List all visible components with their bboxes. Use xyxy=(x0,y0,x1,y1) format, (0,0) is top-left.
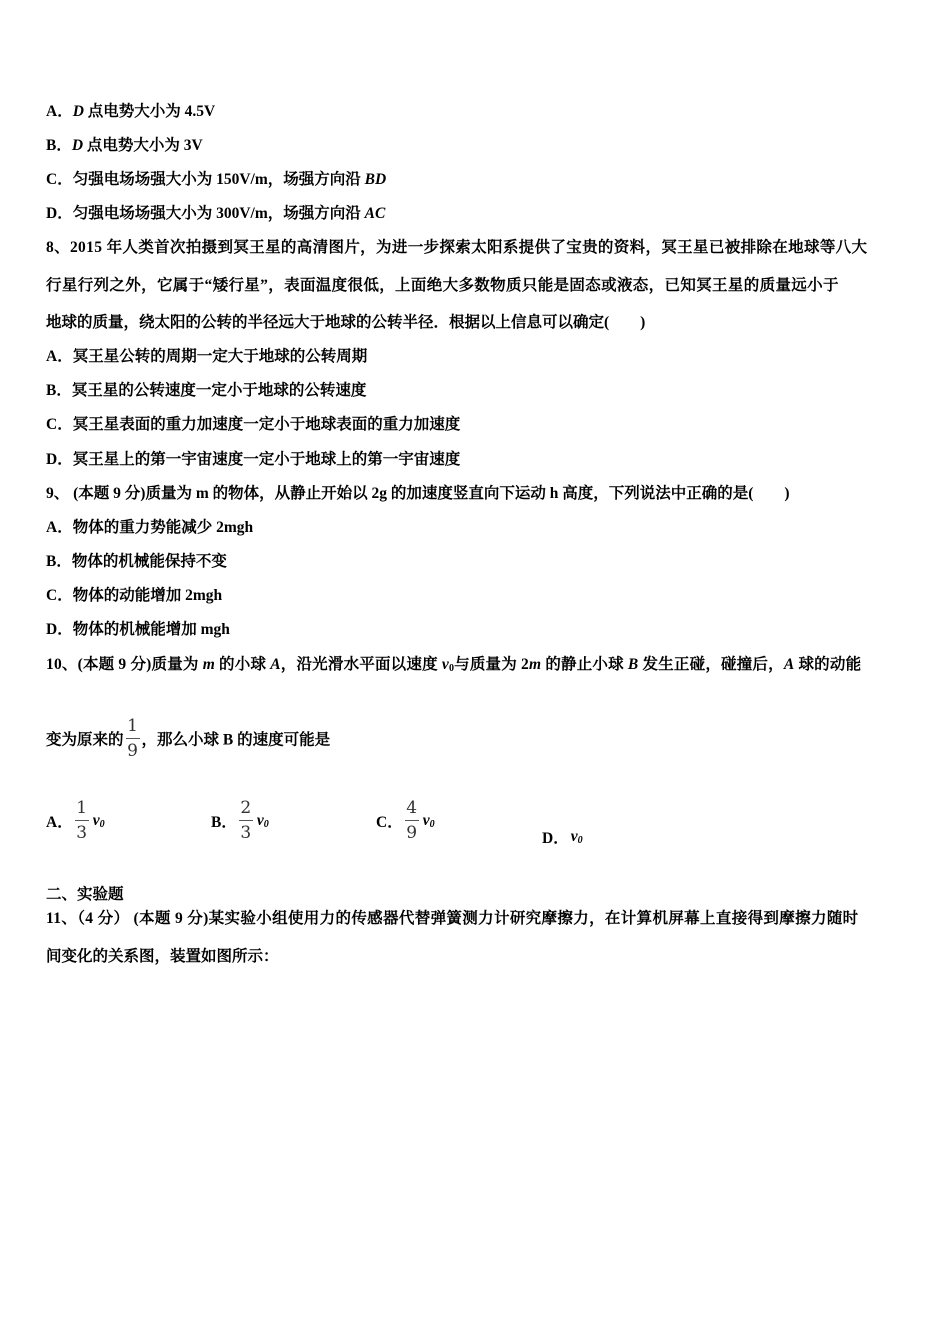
q9-option-b: B．物体的机械能保持不变 xyxy=(46,553,227,570)
q11-stem-line1: 11、（4 分） (本题 9 分)某实验小组使用力的传感器代替弹簧测力计研究摩擦力，在计算机屏幕上直接得到摩擦力随时 xyxy=(46,910,859,927)
q10-option-d: D． $v_0$ xyxy=(542,828,583,847)
q8-option-c: C．冥王星表面的重力加速度一定小于地球表面的重力加速度 xyxy=(46,416,461,433)
section-heading: 二、实验题 xyxy=(46,886,124,903)
fraction: $\frac{2}{3}$ xyxy=(240,798,252,843)
q9-option-d: D．物体的机械能增加 mgh xyxy=(46,621,230,638)
q10-stem-line2: 变为原来的 $\frac{1}{9}$ ，那么小球 B 的速度可能是 xyxy=(46,716,331,761)
q10-option-b: B． $\frac{2}{3}$ $v_0$ xyxy=(211,798,269,843)
q9-option-a: A．物体的重力势能减少 2mgh xyxy=(46,519,254,536)
q8-option-d: D．冥王星上的第一宇宙速度一定小于地球上的第一宇宙速度 xyxy=(46,451,461,468)
fraction-one-ninth: $\frac{1}{9}$ xyxy=(127,716,138,761)
q10-option-c: C． $\frac{4}{9}$ $v_0$ xyxy=(376,798,435,843)
q9-option-c: C．物体的动能增加 2mgh xyxy=(46,587,223,604)
q10-option-a: A． $\frac{1}{3}$ $v_0$ xyxy=(46,798,105,843)
q9-stem: 9、 (本题 9 分)质量为 m 的物体，从静止开始以 2g 的加速度竖直向下运动 h 高度，下列说法中正确的是( ) xyxy=(46,485,790,502)
q8-option-a: A．冥王星公转的周期一定大于地球的公转周期 xyxy=(46,348,368,365)
q8-option-b: B．冥王星的公转速度一定小于地球的公转速度 xyxy=(46,382,367,399)
q8-stem-line3: 地球的质量，绕太阳的公转的半径远大于地球的公转半径．根据以上信息可以确定( ) xyxy=(46,314,646,331)
q7-option-a: A．D 点电势大小为 4.5V xyxy=(46,103,216,120)
q8-stem-line2: 行星行列之外，它属于“矮行星”，表面温度很低，上面绝大多数物质只能是固态或液态，已知冥王星的质量远小于 xyxy=(46,277,839,294)
q10-stem-line1: 10、(本题 9 分)质量为 m 的小球 A，沿光滑水平面以速度 $v_0$与质量为 2m 的静止小球 B 发生正碰，碰撞后，A 球的动能 xyxy=(46,656,862,674)
q7-option-d: D．匀强电场场强大小为 300V/m，场强方向沿 AC xyxy=(46,205,386,222)
q7-option-b: B．D 点电势大小为 3V xyxy=(46,137,203,154)
q11-stem-line2: 间变化的关系图，装置如图所示： xyxy=(46,948,279,965)
fraction: $\frac{4}{9}$ xyxy=(406,798,418,843)
fraction: $\frac{1}{3}$ xyxy=(76,798,88,843)
q8-stem-line1: 8、2015 年人类首次拍摄到冥王星的高清图片，为进一步探索太阳系提供了宝贵的资料，冥王星已被排除在地球等八大 xyxy=(46,239,868,256)
q7-option-c: C．匀强电场场强大小为 150V/m，场强方向沿 BD xyxy=(46,171,387,188)
